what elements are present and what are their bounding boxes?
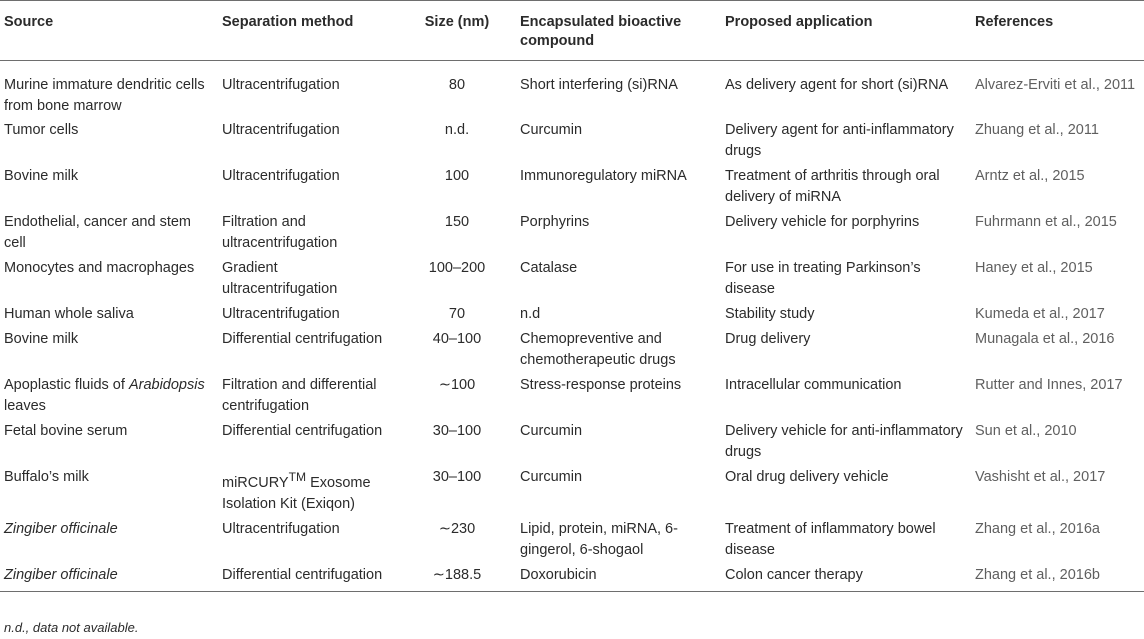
cell-application: Treatment of arthritis through oral delivery of miRNA	[725, 168, 940, 205]
cell-source: Buffalo’s milk	[4, 469, 89, 485]
trademark-superscript: TM	[288, 470, 307, 484]
table-row	[0, 61, 1144, 120]
cell-source: Bovine milk	[4, 168, 79, 184]
cell-compound: n.d	[520, 306, 541, 322]
table-row	[0, 518, 1144, 564]
cell-application: Treatment of inflammatory bowel disease	[725, 520, 936, 558]
cell-reference: Zhuang et al., 2011	[975, 122, 1099, 138]
header-application: Proposed application	[721, 1, 971, 61]
cell-source: Tumor cells	[4, 122, 79, 138]
cell-source: Zingiber officinale	[0, 564, 218, 592]
table-row	[0, 165, 1144, 211]
cell-application: Stability study	[725, 306, 815, 322]
cell-size: 100	[444, 168, 470, 184]
header-separation-method: Separation method	[218, 1, 398, 61]
cell-source: Endothelial, cancer and stem cell	[4, 214, 191, 251]
cell-compound: Short interfering (si)RNA	[520, 77, 678, 93]
cell-compound: Curcumin	[520, 469, 583, 485]
header-compound: Encapsulated bioactive compound	[516, 1, 721, 61]
cell-application: For use in treating Parkinson’s disease	[725, 260, 921, 297]
table-row	[0, 466, 1144, 518]
cell-method: Gradient ultracentrifugation	[222, 260, 338, 297]
header-size: Size (nm)	[398, 1, 516, 61]
cell-size: ∼230	[438, 520, 476, 537]
cell-size: 30–100	[432, 469, 482, 485]
cell-size: ∼188.5	[398, 564, 516, 592]
cell-compound: Catalase	[520, 260, 578, 276]
cell-size: 150	[444, 214, 470, 230]
cell-size: n.d.	[444, 122, 470, 138]
cell-compound: Chemopreventive and chemotherapeutic drugs	[520, 331, 676, 368]
table-footnote: n.d., data not available.	[4, 620, 139, 635]
cell-reference: Vashisht et al., 2017	[975, 469, 1106, 485]
cell-compound: Immunoregulatory miRNA	[520, 168, 687, 184]
cell-method: Differential centrifugation	[222, 423, 383, 439]
cell-reference: Sun et al., 2010	[975, 423, 1077, 439]
cell-method: Filtration and ultracentrifugation	[222, 214, 338, 251]
cell-source: Zingiber officinale	[4, 520, 118, 537]
cell-compound: Doxorubicin	[516, 564, 721, 592]
header-row	[0, 1, 1144, 61]
cell-method: Differential centrifugation	[218, 564, 398, 592]
cell-method: Ultracentrifugation	[222, 520, 340, 537]
header-source: Source	[0, 1, 218, 61]
cell-application: Oral drug delivery vehicle	[725, 469, 889, 485]
cell-application: As delivery agent for short (si)RNA	[725, 77, 949, 93]
cell-application: Delivery agent for anti-inflammatory drugs	[725, 122, 954, 159]
cell-method	[218, 466, 398, 518]
cell-method: Ultracentrifugation	[222, 122, 340, 138]
cell-reference: Kumeda et al., 2017	[975, 306, 1105, 322]
cell-size: 40–100	[432, 331, 482, 347]
source-text-suffix: leaves	[4, 398, 46, 414]
cell-source: Human whole saliva	[4, 306, 134, 322]
cell-reference: Zhang et al., 2016a	[975, 520, 1100, 537]
cell-application: Intracellular communication	[725, 377, 902, 393]
cell-source	[0, 374, 218, 420]
cell-compound: Stress-response proteins	[520, 377, 682, 393]
cell-source: Monocytes and macrophages	[4, 260, 195, 276]
cell-size: 70	[448, 306, 466, 322]
table-row	[0, 257, 1144, 303]
cell-application: Delivery vehicle for anti-inflammatory drugs	[725, 423, 963, 460]
source-text: Apoplastic fluids of	[4, 377, 129, 393]
cell-reference: Munagala et al., 2016	[975, 331, 1115, 347]
cell-method: Ultracentrifugation	[222, 306, 340, 322]
cell-reference: Rutter and Innes, 2017	[975, 377, 1123, 393]
cell-size: ∼100	[438, 377, 476, 393]
cell-reference: Fuhrmann et al., 2015	[975, 214, 1117, 230]
cell-method: Ultracentrifugation	[222, 168, 340, 184]
table-row	[0, 420, 1144, 466]
cell-compound: Porphyrins	[520, 214, 590, 230]
cell-reference: Haney et al., 2015	[975, 260, 1093, 276]
method-text-suffix: Exosome Isolation Kit (Exiqon)	[222, 474, 371, 512]
cell-size: 30–100	[432, 423, 482, 439]
cell-source: Bovine milk	[4, 331, 79, 347]
cell-method: Filtration and differential centrifugation	[222, 377, 377, 414]
cell-size: 100–200	[428, 260, 486, 276]
table-row	[0, 211, 1144, 257]
cell-compound: Curcumin	[520, 122, 583, 138]
cell-method: Ultracentrifugation	[222, 77, 340, 93]
table-row	[0, 119, 1144, 165]
cell-reference: Zhang et al., 2016b	[971, 564, 1144, 592]
table-row	[0, 374, 1144, 420]
cell-application: Delivery vehicle for porphyrins	[725, 214, 920, 230]
cell-reference: Arntz et al., 2015	[975, 168, 1085, 184]
table-row	[0, 303, 1144, 328]
cell-application: Colon cancer therapy	[721, 564, 971, 592]
cell-reference: Alvarez-Erviti et al., 2011	[975, 77, 1136, 93]
cell-compound: Lipid, protein, miRNA, 6-gingerol, 6-shogaol	[520, 520, 678, 558]
table-row	[0, 564, 1144, 592]
cell-application: Drug delivery	[725, 331, 811, 347]
table-row	[0, 328, 1144, 374]
cell-method: Differential centrifugation	[222, 331, 383, 347]
method-text: miRCURY	[222, 474, 289, 491]
header-references: References	[971, 1, 1144, 61]
cell-source: Fetal bovine serum	[4, 423, 128, 439]
cell-compound: Curcumin	[520, 423, 583, 439]
cell-source: Murine immature dendritic cells from bone marrow	[4, 77, 205, 114]
cell-size: 80	[448, 77, 466, 93]
source-italic-text: Arabidopsis	[128, 377, 205, 393]
